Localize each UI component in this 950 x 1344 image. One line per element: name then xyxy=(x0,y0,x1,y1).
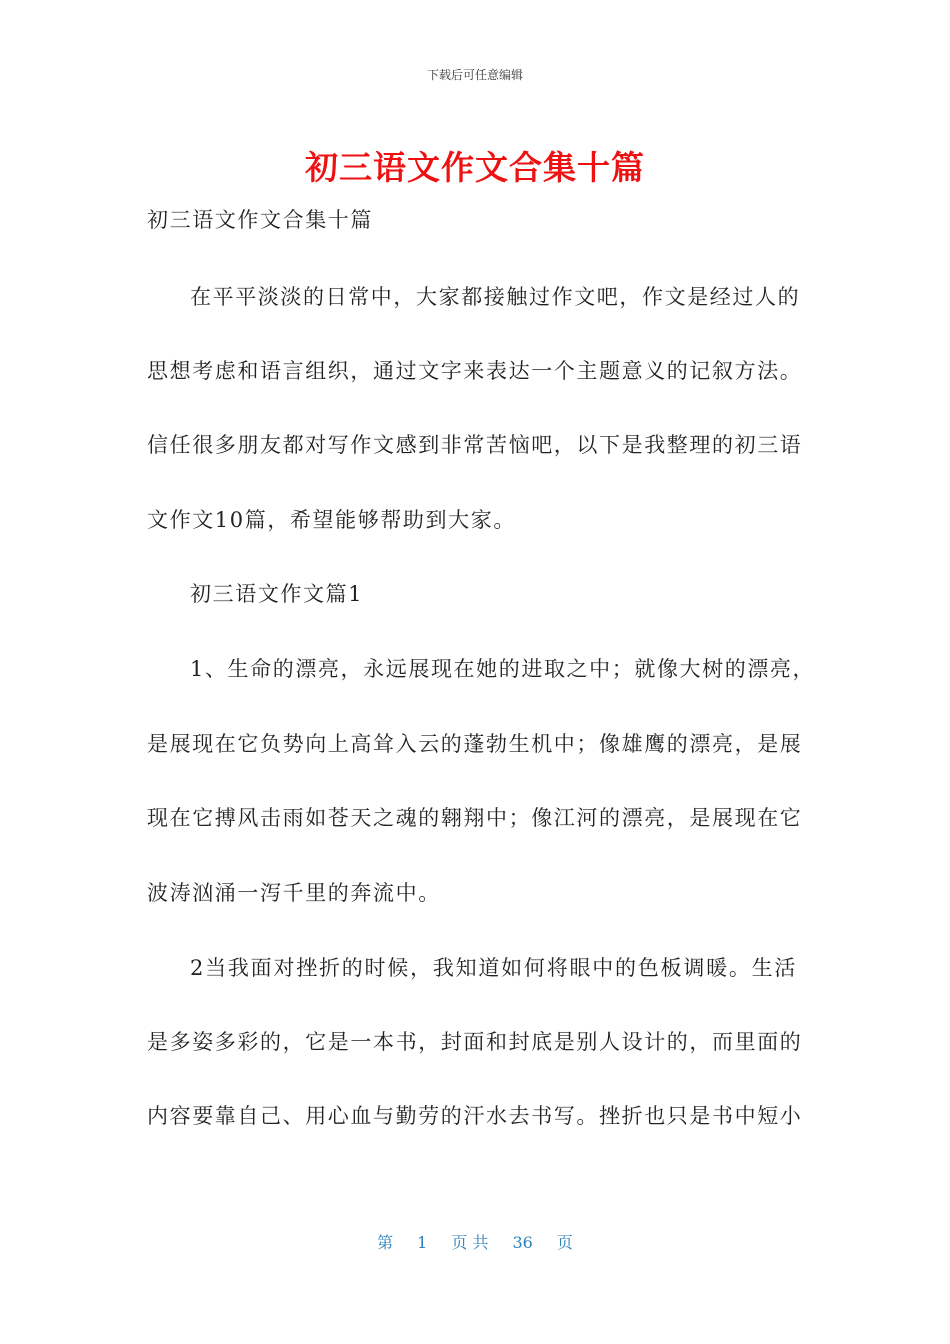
section-heading: 初三语文作文篇1 xyxy=(190,582,364,606)
paragraph-line: 是多姿多彩的，它是一本书，封面和封底是别人设计的，而里面的 xyxy=(147,1030,803,1054)
footer-prefix: 第 xyxy=(377,1233,394,1252)
paragraph-line: 内容要靠自己、用心血与勤劳的汗水去书写。挫折也只是书中短小 xyxy=(147,1104,803,1128)
footer-suffix: 页 xyxy=(556,1233,573,1252)
paragraph-line: 思想考虑和语言组织，通过文字来表达一个主题意义的记叙方法。 xyxy=(147,359,803,383)
paragraph-line: 信任很多朋友都对写作文感到非常苦恼吧，以下是我整理的初三语 xyxy=(147,433,803,457)
paragraph-line: 现在它搏风击雨如苍天之魂的翱翔中；像江河的漂亮，是展现在它 xyxy=(147,806,803,830)
subtitle-line: 初三语文作文合集十篇 xyxy=(147,208,373,232)
paragraph-line: 波涛汹涌一泻千里的奔流中。 xyxy=(147,881,441,905)
paragraph-line: 在平平淡淡的日常中，大家都接触过作文吧，作文是经过人的 xyxy=(190,285,801,309)
paragraph-line: 2当我面对挫折的时候，我知道如何将眼中的色板调暖。生活 xyxy=(190,956,797,980)
document-title: 初三语文作文合集十篇 xyxy=(305,148,645,187)
paragraph-line: 1、生命的漂亮，永远展现在她的进取之中；就像大树的漂亮， xyxy=(190,657,816,681)
paragraph-line: 是展现在它负势向上高耸入云的蓬勃生机中；像雄鹰的漂亮，是展 xyxy=(147,732,803,756)
page-footer xyxy=(0,1230,950,1253)
paragraph-line: 文作文10篇，希望能够帮助到大家。 xyxy=(147,508,516,532)
footer-mid: 页 共 xyxy=(451,1233,489,1252)
header-note: 下载后可任意编辑 xyxy=(426,68,523,82)
footer-total-pages: 36 xyxy=(512,1233,533,1252)
footer-page-number: 1 xyxy=(417,1233,428,1252)
